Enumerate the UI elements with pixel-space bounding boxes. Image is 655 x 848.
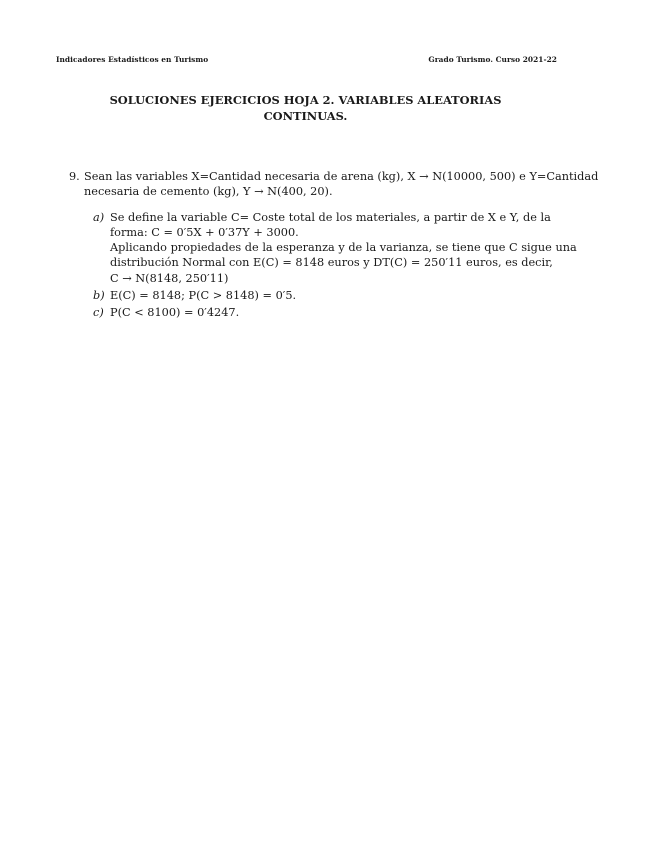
- statement-line-1: Sean las variables X=Cantidad necesaria de arena (kg), X → N(10000, 500) e Y=Cantidad: [84, 170, 599, 183]
- answer-a-line-3: Aplicando propiedades de la esperanza y de la varianza, se tiene que C sigue una: [110, 241, 577, 255]
- answer-body-b: [110, 288, 574, 303]
- answer-c-line-1: P(C < 8100) = 0′4247.: [110, 306, 240, 320]
- header-degree-year: Grado Turismo. Curso 2021-22: [428, 55, 557, 64]
- title-line-1: SOLUCIONES EJERCICIOS HOJA 2. VARIABLES ALEATORIAS: [109, 93, 502, 107]
- answer-body-c: [110, 305, 574, 320]
- answer-item-a: [93, 210, 577, 286]
- exercise-statement: [84, 169, 599, 200]
- answer-item-c: [93, 305, 574, 320]
- answer-label-b: b): [93, 289, 105, 303]
- answer-list: [93, 210, 577, 321]
- document-title: [60, 93, 551, 124]
- header-course-title: Indicadores Estadísticos en Turismo: [56, 55, 209, 64]
- answer-b-line-1: E(C) = 8148; P(C > 8148) = 0′5.: [110, 289, 297, 303]
- exercise-9: [69, 169, 599, 323]
- statement-line-2: necesaria de cemento (kg), Y → N(400, 20).: [84, 185, 333, 199]
- answer-a-line-1: Se define la variable C= Coste total de los materiales, a partir de X e Y, de la: [110, 210, 551, 224]
- answer-a-line-4: distribución Normal con E(C) = 8148 euros y DT(C) = 250′11 euros, es decir,: [110, 256, 553, 270]
- answer-label-a: a): [93, 210, 105, 224]
- answer-a-line-2: forma: C = 0′5X + 0′37Y + 3000.: [110, 225, 299, 239]
- title-line-2: CONTINUAS.: [263, 108, 348, 123]
- answer-label-c: c): [93, 306, 104, 320]
- answer-item-b: [93, 288, 574, 303]
- exercise-number: 9.: [69, 170, 80, 183]
- page-header: [56, 55, 557, 64]
- answer-a-line-5: C → N(8148, 250′11): [110, 271, 229, 285]
- answer-body-a: [110, 210, 577, 286]
